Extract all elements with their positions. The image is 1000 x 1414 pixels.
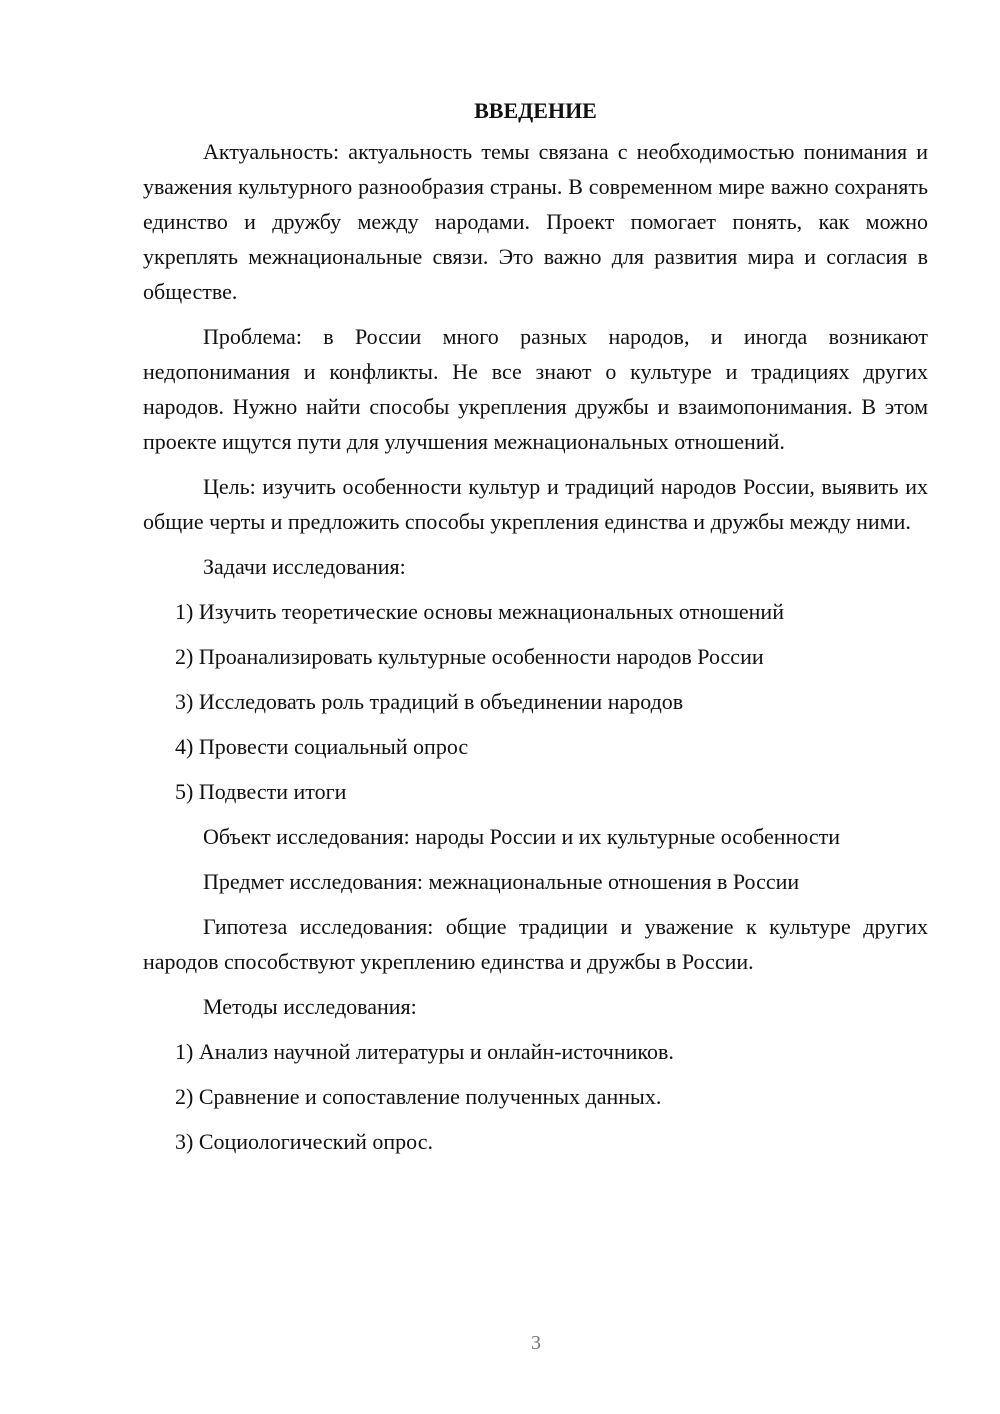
list-item: 1) Изучить теоретические основы межнациональных отношений <box>175 599 784 624</box>
list-item: 2) Проанализировать культурные особенности народов России <box>175 644 764 669</box>
list-item: 2) Сравнение и сопоставление полученных данных. <box>175 1084 662 1109</box>
subject-line: Предмет исследования: межнациональные отношения в России <box>203 869 800 894</box>
methods-heading: Методы исследования: <box>203 994 417 1019</box>
list-item: 3) Социологический опрос. <box>175 1129 433 1154</box>
goal-paragraph: Цель: изучить особенности культур и традиций народов России, выявить их общие черты и предложить способы укрепления единства и дружбы между ними. <box>143 474 928 534</box>
methods-list <box>143 1034 928 1159</box>
list-item: 3) Исследовать роль традиций в объединении народов <box>175 689 684 714</box>
object-line: Объект исследования: народы России и их культурные особенности <box>203 824 840 849</box>
page-number: 3 <box>531 1332 541 1354</box>
tasks-list <box>143 594 928 809</box>
document-page <box>143 92 928 1169</box>
list-item: 5) Подвести итоги <box>175 779 347 804</box>
hypothesis-paragraph: Гипотеза исследования: общие традиции и уважение к культуре других народов способствуют укреплению единства и дружбы в России. <box>143 914 928 974</box>
list-item: 4) Провести социальный опрос <box>175 734 469 759</box>
page-title: ВВЕДЕНИЕ <box>474 98 597 123</box>
problem-paragraph: Проблема: в России много разных народов, и иногда возникают недопонимания и конфликты. Не все знают о культуре и традициях других народов. Нужно найти способы укрепления дружбы и взаимопонимания. В этом проекте ищутся пути для улучшения межнациональных отношений. <box>143 324 928 454</box>
tasks-heading: Задачи исследования: <box>203 554 406 579</box>
list-item: 1) Анализ научной литературы и онлайн-источников. <box>175 1039 674 1064</box>
relevance-paragraph: Актуальность: актуальность темы связана с необходимостью понимания и уважения культурного разнообразия страны. В современном мире важно сохранять единство и дружбу между народами. Проект помогает понять, как можно укреплять межнациональные связи. Это важно для развития мира и согласия в обществе. <box>143 139 928 304</box>
